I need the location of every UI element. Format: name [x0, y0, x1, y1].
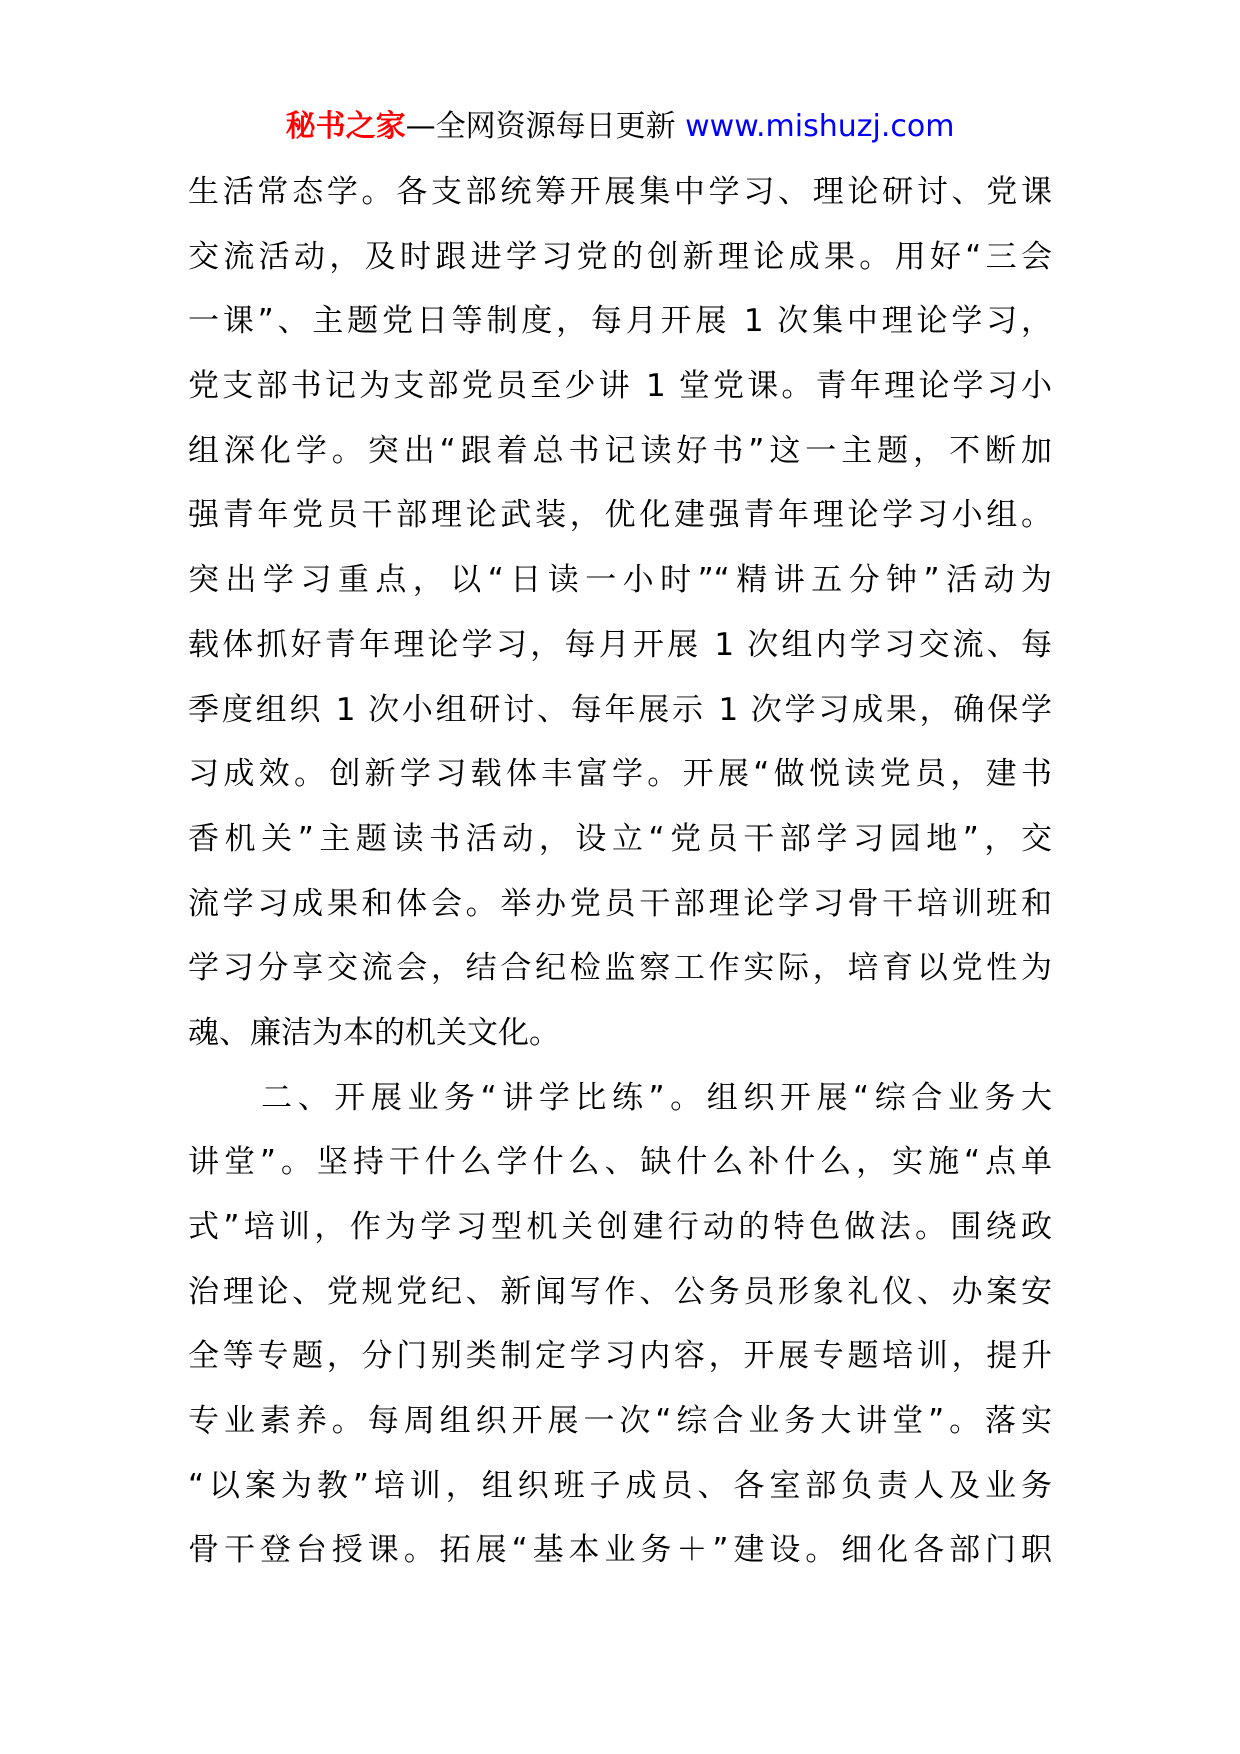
text-line: “以案为教”培训，组织班子成员、各室部负责人及业务 — [188, 1467, 1052, 1504]
page-header — [0, 105, 1240, 149]
site-url-link[interactable]: www.mishuzj.com — [685, 109, 955, 144]
document-body — [188, 160, 1052, 1583]
text-line: 流学习成果和体会。举办党员干部理论学习骨干培训班和 — [188, 885, 1052, 922]
text-line: 突出学习重点，以“日读一小时”“精讲五分钟”活动为 — [188, 562, 1052, 599]
text-line: 式”培训，作为学习型机关创建行动的特色做法。围绕政 — [188, 1209, 1052, 1245]
text-line: 全等专题，分门别类制定学习内容，开展专题培训，提升 — [188, 1338, 1052, 1375]
text-line: 讲堂”。坚持干什么学什么、缺什么补什么，实施“点单 — [188, 1144, 1052, 1181]
text-line: 强青年党员干部理论武装，优化建强青年理论学习小组。 — [188, 497, 1052, 534]
text-line: 载体抓好青年理论学习，每月开展 1 次组内学习交流、每 — [188, 626, 1052, 663]
text-line: 香机关”主题读书活动，设立“党员干部学习园地”，交 — [188, 820, 1052, 857]
text-line: 党支部书记为支部党员至少讲 1 堂党课。青年理论学习小 — [188, 368, 1052, 405]
text-line: 一课”、主题党日等制度，每月开展 1 次集中理论学习， — [188, 303, 1052, 340]
text-line: 组深化学。突出“跟着总书记读好书”这一主题，不断加 — [188, 432, 1052, 469]
text-line: 学习分享交流会，结合纪检监察工作实际，培育以党性为 — [188, 950, 1052, 987]
text-line: 习成效。创新学习载体丰富学。开展“做悦读党员，建书 — [188, 756, 1052, 793]
brand-name: 秘书之家 — [285, 109, 406, 144]
text-line: 专业素养。每周组织开展一次“综合业务大讲堂”。落实 — [188, 1403, 1052, 1440]
text-line: 治理论、党规党纪、新闻写作、公务员形象礼仪、办案安 — [188, 1273, 1052, 1310]
paragraph-start-line: 二、开展业务“讲学比练”。组织开展“综合业务大 — [188, 1079, 1052, 1116]
text-line: 生活常态学。各支部统筹开展集中学习、理论研讨、党课 — [188, 174, 1052, 210]
text-line: 季度组织 1 次小组研讨、每年展示 1 次学习成果，确保学 — [188, 691, 1052, 728]
paragraph-end-line: 魂、廉洁为本的机关文化。 — [188, 1014, 560, 1051]
text-line: 骨干登台授课。拓展“基本业务＋”建设。细化各部门职 — [188, 1532, 1052, 1569]
text-line: 交流活动，及时跟进学习党的创新理论成果。用好“三会 — [188, 238, 1052, 275]
header-tagline: —全网资源每日更新 — [405, 109, 686, 144]
